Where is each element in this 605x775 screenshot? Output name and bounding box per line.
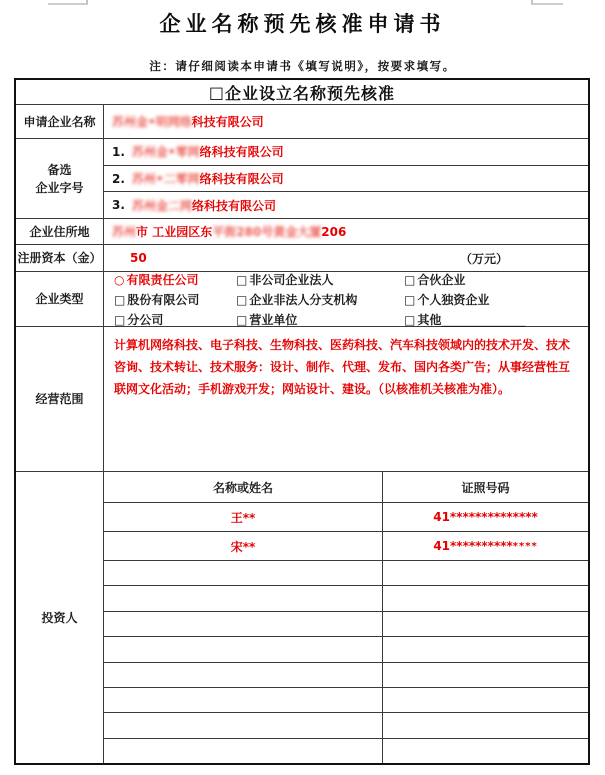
alt-name-number: 3. — [112, 198, 125, 213]
fill-instruction-note — [0, 58, 605, 74]
investor-empty-row — [104, 586, 588, 611]
empty-name-cell — [104, 561, 383, 585]
type-option-business-unit[interactable] — [236, 311, 404, 328]
empty-cert-cell — [383, 739, 588, 763]
alternative-names-list — [104, 139, 588, 218]
investor-cert-number — [383, 532, 588, 560]
alt-name-item-2 — [104, 166, 588, 193]
note-text: 请仔细阅读本申请书《填写说明》，按要求填写。 — [175, 59, 456, 73]
page-corner-mark-left — [48, 0, 88, 5]
alternative-names-row — [16, 139, 588, 219]
business-scope-label: 经营范围 — [16, 327, 104, 471]
empty-name-cell — [104, 739, 383, 763]
type-option-branch-office[interactable] — [114, 311, 236, 328]
applicant-name-clear: 科技有限公司 — [191, 115, 264, 129]
investors-label: 投资人 — [16, 472, 104, 763]
checkbox-icon[interactable]: □ — [404, 272, 416, 287]
type-option-label: 其他______________ — [417, 312, 526, 327]
section-header-title: 企业设立名称预先核准 — [225, 83, 396, 103]
investor-empty-row — [104, 713, 588, 738]
capital-unit-label: （万元） — [459, 251, 508, 266]
company-address-value — [104, 219, 588, 244]
registered-capital-value: 50 — [130, 251, 147, 265]
checkbox-icon[interactable]: □ — [114, 292, 126, 307]
address-redacted-2: 平街280号黄金大厦 — [212, 225, 322, 239]
empty-cert-cell — [383, 561, 588, 585]
type-option-label: 股份有限公司 — [127, 292, 200, 307]
type-option-other[interactable] — [404, 311, 588, 328]
alt-name-redacted: 苏州金二网 — [131, 198, 192, 213]
alt-name-clear: 络科技有限公司 — [191, 198, 276, 213]
applicant-name-row — [16, 105, 588, 139]
empty-name-cell — [104, 713, 383, 737]
investor-name: 王** — [104, 503, 383, 531]
investors-row — [16, 472, 588, 763]
type-option-noncompany-legal-person[interactable] — [236, 271, 404, 288]
type-option-branch-nonlegal[interactable] — [236, 291, 404, 308]
checkbox-icon[interactable]: □ — [404, 292, 416, 307]
empty-cert-cell — [383, 612, 588, 636]
business-scope-row — [16, 327, 588, 472]
applicant-name-value — [104, 105, 588, 138]
company-type-label: 企业类型 — [16, 272, 104, 326]
alt-name-redacted: 苏州•二零网 — [131, 172, 200, 186]
alternative-names-label — [16, 139, 104, 218]
type-option-partnership[interactable] — [404, 271, 588, 288]
empty-cert-cell — [383, 586, 588, 610]
type-option-label: 分公司 — [127, 312, 164, 327]
alt-label-line1: 备选 — [47, 162, 72, 177]
alt-name-clear: 络科技有限公司 — [199, 145, 284, 160]
alt-name-number: 2. — [112, 171, 125, 186]
type-option-label: 个人独资企业 — [417, 292, 490, 307]
investor-name: 宋** — [104, 532, 383, 560]
investor-row-2 — [104, 532, 588, 561]
company-address-label: 企业住所地 — [16, 219, 104, 244]
investor-empty-row — [104, 663, 588, 688]
investor-row-1 — [104, 503, 588, 532]
empty-name-cell — [104, 663, 383, 687]
registered-capital-row — [16, 245, 588, 272]
application-form-table — [14, 78, 590, 765]
empty-cert-cell — [383, 663, 588, 687]
address-redacted-1: 苏州 — [112, 225, 137, 239]
company-type-options — [104, 272, 588, 326]
investors-table — [104, 472, 588, 763]
type-option-sole-proprietorship[interactable] — [404, 291, 588, 308]
type-option-label: 有限责任公司 — [126, 272, 199, 287]
empty-name-cell — [104, 612, 383, 636]
alt-name-item-3 — [104, 192, 588, 218]
alt-name-number: 1. — [112, 144, 125, 159]
investor-empty-row — [104, 612, 588, 637]
checkbox-icon[interactable]: □ — [236, 312, 248, 327]
cert-main: 41************** — [433, 510, 538, 524]
type-option-joint-stock[interactable] — [114, 291, 236, 308]
address-clear-1: 市 工业园区东 — [136, 225, 213, 239]
investors-header-row — [104, 472, 588, 503]
type-option-label: 非公司企业法人 — [249, 272, 334, 287]
radio-selected-icon[interactable]: ○ — [114, 272, 125, 287]
empty-cert-cell — [383, 637, 588, 661]
registered-capital-value-cell — [104, 245, 588, 271]
applicant-name-label: 申请企业名称 — [16, 105, 104, 138]
cert-main: 41********** — [433, 539, 513, 553]
investor-cert-number — [383, 503, 588, 531]
section-checkbox-icon[interactable]: □ — [208, 82, 226, 102]
alt-name-clear: 络科技有限公司 — [199, 172, 284, 186]
type-option-label: 营业单位 — [249, 312, 298, 327]
investor-empty-row — [104, 561, 588, 586]
alt-name-redacted: 苏州金•零网 — [131, 145, 200, 160]
note-prefix: 注： — [149, 59, 176, 73]
empty-name-cell — [104, 637, 383, 661]
page-corner-mark-right — [531, 0, 563, 5]
checkbox-icon[interactable]: □ — [114, 312, 126, 327]
registered-capital-label: 注册资本（金） — [16, 245, 104, 271]
cert-sup: **** — [512, 540, 538, 552]
business-scope-text: 计算机网络科技、电子科技、生物科技、医药科技、汽车科技领域内的技术开发、技术咨询、技术转让、技术服务：设计、制作、代理、发布、国内各类广告；从事经营性互联网文化活动；手机游戏开发；网站设计、建设。（以核准机关核准为准）。 — [114, 338, 571, 397]
investor-empty-row — [104, 637, 588, 662]
checkbox-icon[interactable]: □ — [404, 312, 416, 327]
address-clear-2: 206 — [321, 224, 347, 239]
page-title: 企业名称预先核准申请书 — [159, 12, 446, 36]
type-option-label: 合伙企业 — [417, 272, 466, 287]
column-header-cert-number: 证照号码 — [461, 480, 510, 495]
section-header-row — [16, 80, 588, 105]
empty-name-cell — [104, 688, 383, 712]
checkbox-icon[interactable]: □ — [236, 292, 248, 307]
investor-empty-row — [104, 739, 588, 763]
company-address-row — [16, 219, 588, 245]
type-option-label: 企业非法人分支机构 — [249, 292, 358, 307]
applicant-name-redacted: 苏州金•明网络 — [112, 115, 192, 129]
investor-empty-row — [104, 688, 588, 713]
company-type-row — [16, 272, 588, 327]
alt-name-item-1 — [104, 139, 588, 166]
empty-cert-cell — [383, 713, 588, 737]
empty-name-cell — [104, 586, 383, 610]
type-option-limited-liability[interactable] — [114, 271, 236, 288]
alt-label-line2: 企业字号 — [35, 180, 84, 195]
checkbox-icon[interactable]: □ — [236, 272, 248, 287]
column-header-name: 名称或姓名 — [104, 472, 383, 502]
empty-cert-cell — [383, 688, 588, 712]
